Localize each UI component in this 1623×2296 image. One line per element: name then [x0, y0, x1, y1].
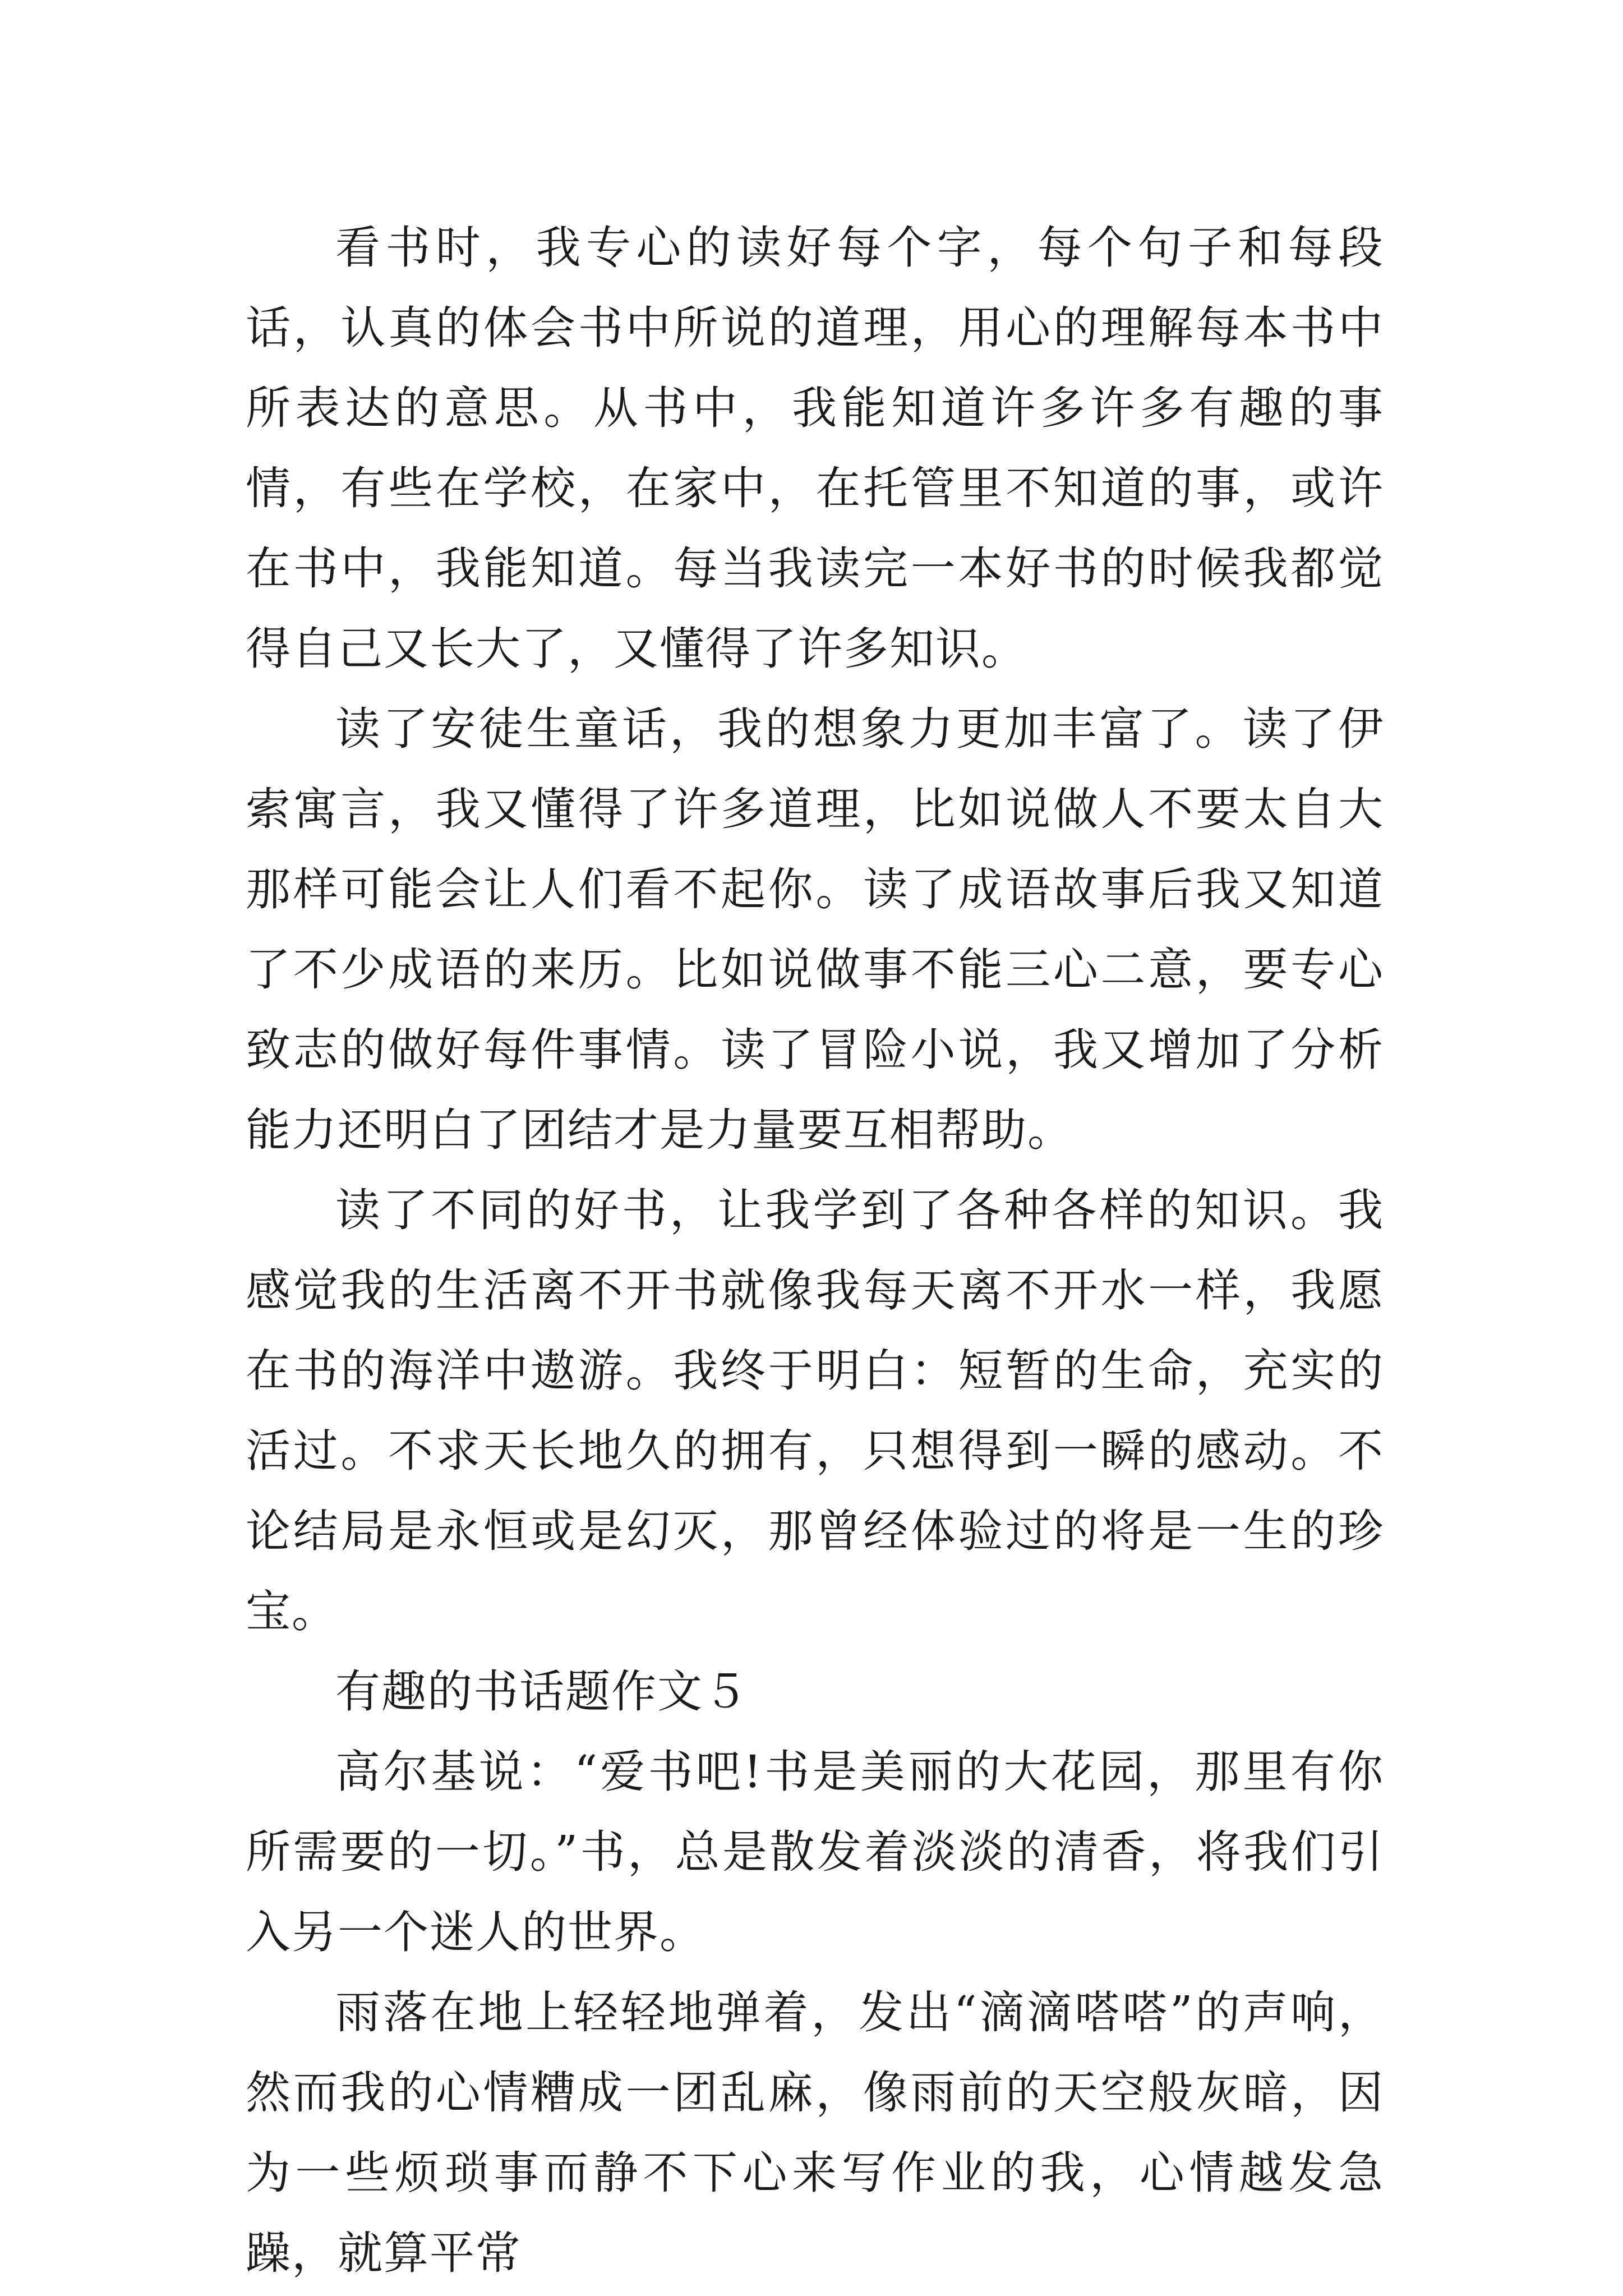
paragraph-knowledge: 读了不同的好书，让我学到了各种各样的知识。我感觉我的生活离不开书就像我每天离不开水一样，我愿在书的海洋中遨游。我终于明白：短暂的生命，充实的活过。不求天长地久的拥有，只想得到一瞬的感动。不论结局是永恒或是幻灭，那曾经体验过的将是一生的珍宝。	[246, 1184, 1384, 1637]
paragraph-reading-focus: 看书时，我专心的读好每个字，每个句子和每段话，认真的体会书中所说的道理，用心的理解每本书中所表达的意思。从书中，我能知道许多许多有趣的事情，有些在学校，在家中，在托管里不知道的事，或许在书中，我能知道。每当我读完一本好书的时候我都觉得自己又长大了，又懂得了许多知识。	[246, 222, 1384, 675]
document-body	[246, 208, 1384, 2293]
paragraph-gorky-quote: 高尔基说：“爱书吧!书是美丽的大花园，那里有你所需要的一切。”书，总是散发着淡淡的清香，将我们引入另一个迷人的世界。	[246, 1746, 1384, 1958]
section-heading: 有趣的书话题作文５	[335, 1665, 749, 1718]
paragraph-books-read: 读了安徒生童话，我的想象力更加丰富了。读了伊索寓言，我又懂得了许多道理，比如说做人不要太自大那样可能会让人们看不起你。读了成语故事后我又知道了不少成语的来历。比如说做事不能三心二意，要专心致志的做好每件事情。读了冒险小说，我又增加了分析能力还明白了团结才是力量要互相帮助。	[246, 703, 1384, 1156]
paragraph-rain: 雨落在地上轻轻地弹着，发出“滴滴嗒嗒”的声响，然而我的心情糟成一团乱麻，像雨前的天空般灰暗，因为一些烦琐事而静不下心来写作业的我，心情越发急躁，就算平常	[246, 1986, 1384, 2279]
